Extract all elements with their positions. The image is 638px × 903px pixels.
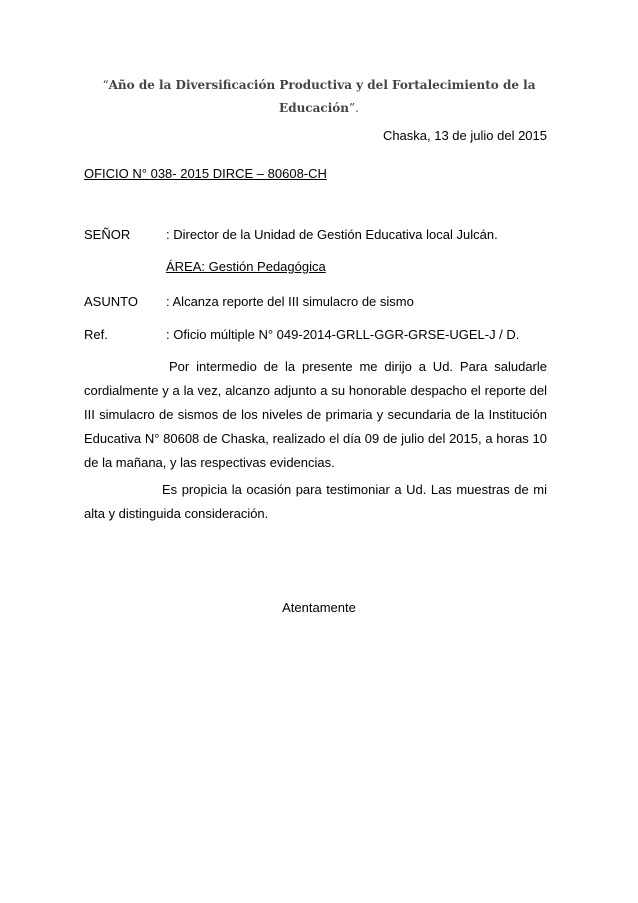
oficio-number: OFICIO N° 038- 2015 DIRCE – 80608-CH [84,166,327,181]
motto-close: ”. [348,101,359,115]
reference-label: Ref. [84,327,108,342]
reference-value: : Oficio múltiple N° 049-2014-GRLL-GGR-GRSE-UGEL-J / D. [166,327,520,342]
year-motto [86,74,552,120]
motto-open-quote: “ [102,78,109,92]
recipient-row [84,227,498,242]
motto-line-2: Educación [279,101,349,115]
motto-line-1: Año de la Diversificación Productiva y del Fortalecimiento de la [108,78,536,92]
body-paragraph-1: Por intermedio de la presente me dirijo a Ud. Para saludarle cordialmente y a la vez, alcanzo adjunto a su honorable despacho el reporte del III simulacro de sismos de los niveles de primaria y secundaria de la Institución Educativa N° 80608 de Chaska, realizado el día 09 de julio del 2015, a horas 10 de la mañana, y las respectivas evidencias. [84,359,547,470]
body-paragraph-2: Es propicia la ocasión para testimoniar a Ud. Las muestras de mi alta y distinguida consideración. [84,482,547,521]
reference-row [84,327,519,342]
subject-value: : Alcanza reporte del III simulacro de sismo [166,294,414,309]
recipient-label: SEÑOR [84,227,131,242]
closing-salutation: Atentamente [282,600,356,615]
recipient-value: : Director de la Unidad de Gestión Educativa local Julcán. [166,227,498,242]
area-line: ÁREA: Gestión Pedagógica [166,259,326,274]
date-line: Chaska, 13 de julio del 2015 [382,128,547,143]
subject-row [84,294,414,309]
subject-label: ASUNTO [84,294,138,309]
